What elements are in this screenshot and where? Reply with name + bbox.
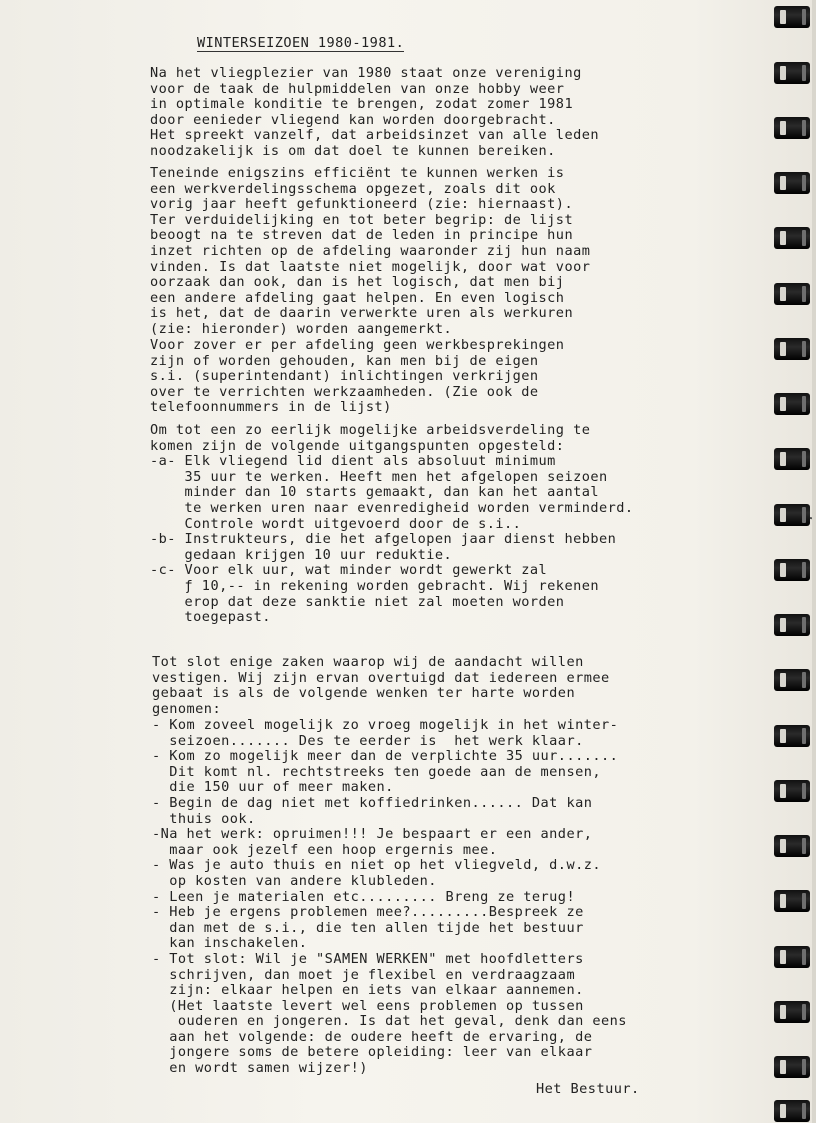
binding-ring <box>774 393 810 415</box>
binding-ring <box>774 338 810 360</box>
binding-ring <box>774 62 810 84</box>
binding-ring <box>774 725 810 747</box>
paragraph-uitgangspunten: Om tot een zo eerlijk mogelijke arbeidsverdeling te komen zijn de volgende uitgangspunten opgesteld: -a- Elk vliegend lid dient als absoluut minimum 35 uur te werken. Heeft men het afgelopen seizoen minder dan 10 starts gemaakt, dan kan het aantal te werken uren naar evenredigheid worden verminderd. Controle wordt uitgevoerd door de s.i.. -b- Instrukteurs, die het afgelopen jaar dienst hebben gedaan krijgen 10 uur reduktie. -c- Voor elk uur, wat minder wordt gewerkt zal ƒ 10,-- in rekening worden gebracht. Wij rekenen erop dat deze sanktie niet zal moeten worden toegepast. <box>150 422 634 626</box>
binding-ring <box>774 1100 810 1122</box>
paragraph-tot-slot: Tot slot enige zaken waarop wij de aandacht willen vestigen. Wij zijn ervan overtuigd dat iedereen ermee gebaat is als de volgende wenken ter harte worden genomen: <box>152 654 610 717</box>
paragraph-intro: Na het vliegplezier van 1980 staat onze vereniging voor de taak de hulpmiddelen van onze hobby weer in optimale konditie te brengen, zodat zomer 1981 door eenieder vliegend kan worden doorgebracht. Het spreekt vanzelf, dat arbeidsinzet van alle leden noodzakelijk is om dat doel te kunnen bereiken. <box>150 65 599 159</box>
binding-ring <box>774 448 810 470</box>
binding-ring <box>774 1056 810 1078</box>
binding-ring <box>774 780 810 802</box>
binding-ring <box>774 283 810 305</box>
binding-ring <box>774 172 810 194</box>
binding-ring <box>774 669 810 691</box>
binding-ring <box>774 6 810 28</box>
paragraph-werkverdeling: Teneinde enigszins efficiënt te kunnen werken is een werkverdelingsschema opgezet, zoals dit ook vorig jaar heeft gefunktioneerd (zie: hiernaast). Ter verduidelijking en tot beter begrip: de lijst beoogt na te streven dat de leden in principe hun inzet richten op de afdeling waaronder zij hun naam vinden. Is dat laatste niet mogelijk, door wat voor oorzaak dan ook, dan is het logisch, dat men bij een andere afdeling gaat helpen. En even logisch is het, dat de daarin verwerkte uren als werkuren (zie: hieronder) worden aangemerkt. <box>150 165 591 337</box>
paragraph-werkbesprekingen: Voor zover er per afdeling geen werkbesprekingen zijn of worden gehouden, kan men bij de eigen s.i. (superintendant) inlichtingen verkrijgen over te verrichten werkzaamheden. (Zie ook de telefoonnummers in de lijst) <box>150 337 565 416</box>
binding-ring <box>774 117 810 139</box>
binding-ring <box>774 559 810 581</box>
spiral-binding <box>756 0 816 1123</box>
binding-ring <box>774 835 810 857</box>
binding-edge <box>812 0 816 1123</box>
signature: Het Bestuur. <box>536 1081 640 1097</box>
document-title: WINTERSEIZOEN 1980-1981. <box>197 35 405 51</box>
binding-ring <box>774 1001 810 1023</box>
binding-ring <box>774 227 810 249</box>
binding-ring <box>774 946 810 968</box>
binding-ring <box>774 614 810 636</box>
list-wenken: - Kom zoveel mogelijk zo vroeg mogelijk in het winter- seizoen....... Des te eerder is het werk klaar. - Kom zo mogelijk meer dan de verplichte 35 uur....... Dit komt nl. rechtstreeks ten goede aan de mensen, die 150 uur of meer maken. - Begin de dag niet met koffiedrinken...... Dat kan thuis ook. -Na het werk: opruimen!!! Je bespaart er een ander, maar ook jezelf een hoop ergernis mee. - Was je auto thuis en niet op het vliegveld, d.w.z. op kosten van andere klubleden. - Leen je materialen etc......... Breng ze terug! - Heb je ergens problemen mee?.........Bespreek ze dan met de s.i., die ten allen tijde het bestuur kan inschakelen. - Tot slot: Wil je "SAMEN WERKEN" met hoofdletters schrijven, dan moet je flexibel en verdraagzaam zijn: elkaar helpen en iets van elkaar aannemen. (Het laatste levert wel eens problemen op tussen ouderen en jongeren. Is dat het geval, denk dan eens aan het volgende: de oudere heeft de ervaring, de jongere soms de betere opleiding: leer van elkaar en wordt samen wijzer!) <box>152 717 627 1077</box>
binding-ring <box>774 504 810 526</box>
binding-ring <box>774 890 810 912</box>
